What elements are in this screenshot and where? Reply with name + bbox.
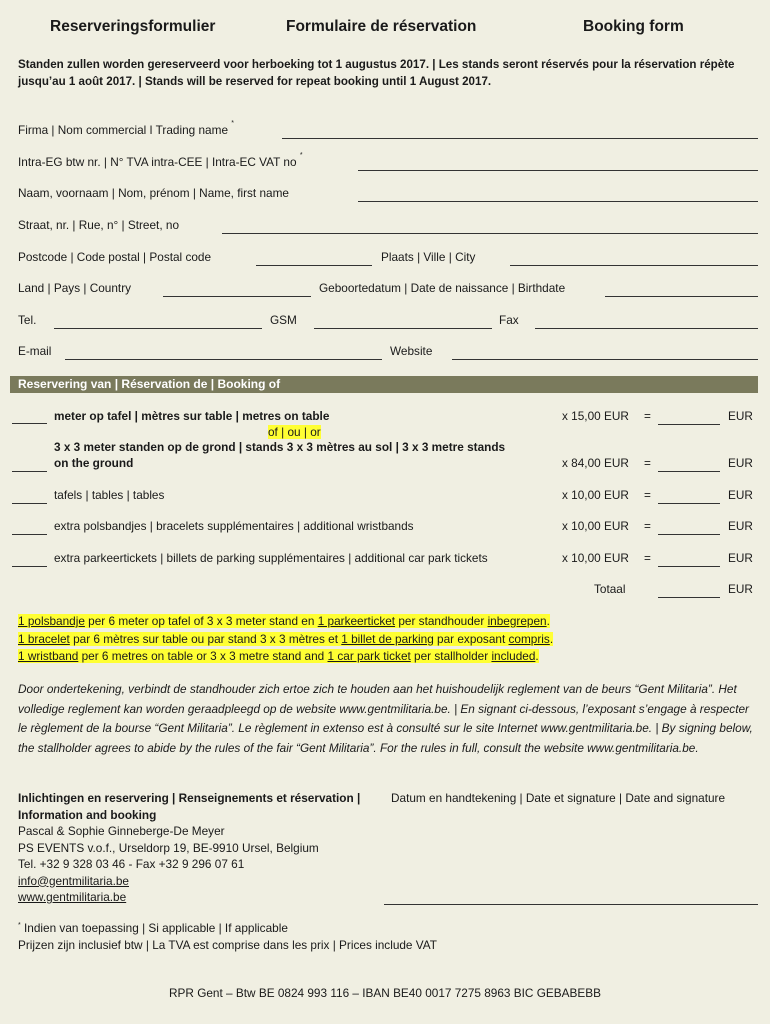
total-label: Totaal bbox=[594, 582, 626, 596]
gsm-label: GSM bbox=[270, 313, 297, 327]
currency-label: EUR bbox=[728, 582, 753, 596]
tel-label: Tel. bbox=[18, 313, 37, 327]
contact-title: Inlichtingen en reservering | Renseignements et réservation | Information and booking bbox=[18, 791, 361, 822]
email-field[interactable] bbox=[65, 359, 382, 360]
item-price: x 10,00 EUR bbox=[562, 488, 629, 502]
contact-address: PS EVENTS v.o.f., Urseldorp 19, BE-9910 Ursel, Belgium bbox=[18, 840, 319, 855]
name-label: Naam, voornaam | Nom, prénom | Name, first name bbox=[18, 186, 289, 200]
city-label: Plaats | Ville | City bbox=[381, 250, 476, 264]
contact-names: Pascal & Sophie Ginneberge-De Meyer bbox=[18, 824, 225, 838]
currency-label: EUR bbox=[728, 519, 753, 533]
street-field[interactable] bbox=[222, 233, 758, 234]
contact-block bbox=[18, 790, 383, 906]
equals-sign: = bbox=[644, 519, 651, 533]
intro-text: Standen zullen worden gereserveerd voor herboeking tot 1 augustus 2017. | Les stands seront réservés pour la réservation répète jusqu’au 1 août 2017. | Stands will be reserved for repeat booking until 1 August 2017. bbox=[18, 58, 735, 88]
asterisk-mark: * bbox=[231, 120, 235, 127]
item-label: extra parkeertickets | billets de parking supplémentaires | additional car park tickets bbox=[54, 551, 488, 565]
name-field[interactable] bbox=[358, 201, 758, 202]
note-french: 1 bracelet par 6 mètres sur table ou par stand 3 x 3 mètres et 1 billet de parking par exposant compris. bbox=[18, 631, 554, 646]
signature-field[interactable] bbox=[384, 904, 758, 905]
footnote-vat: Prijzen zijn inclusief btw | La TVA est comprise dans les prix | Prices include VAT bbox=[18, 938, 437, 952]
birthdate-label: Geboortedatum | Date de naissance | Birthdate bbox=[319, 281, 566, 295]
item-label: tafels | tables | tables bbox=[54, 488, 165, 502]
contact-phone: Tel. +32 9 328 03 46 - Fax +32 9 296 07 61 bbox=[18, 857, 245, 871]
vat-field[interactable] bbox=[358, 170, 758, 171]
asterisk-mark: * bbox=[18, 922, 21, 929]
item-price: x 10,00 EUR bbox=[562, 519, 629, 533]
item-price: x 10,00 EUR bbox=[562, 551, 629, 565]
amount-field[interactable] bbox=[658, 424, 720, 425]
fax-label: Fax bbox=[499, 313, 519, 327]
inclusion-notes bbox=[18, 613, 758, 666]
item-label: extra polsbandjes | bracelets supplémentaires | additional wristbands bbox=[54, 519, 414, 533]
birthdate-field[interactable] bbox=[605, 296, 758, 297]
footnotes bbox=[18, 920, 437, 954]
contact-email-link[interactable]: info@gentmilitaria.be bbox=[18, 873, 129, 888]
total-field[interactable] bbox=[658, 597, 720, 598]
header-french: Formulaire de réservation bbox=[286, 18, 477, 35]
quantity-field[interactable] bbox=[12, 566, 47, 567]
equals-sign: = bbox=[644, 488, 651, 502]
quantity-field[interactable] bbox=[12, 423, 47, 424]
item-label: 3 x 3 meter standen op de grond | stands 3 x 3 mètres au sol | 3 x 3 metre stands bbox=[54, 440, 506, 454]
item-price: x 15,00 EUR bbox=[562, 409, 629, 423]
equals-sign: = bbox=[644, 456, 651, 470]
header-dutch: Reserveringsformulier bbox=[50, 18, 216, 35]
amount-field[interactable] bbox=[658, 503, 720, 504]
amount-field[interactable] bbox=[658, 566, 720, 567]
street-label: Straat, nr. | Rue, n° | Street, no bbox=[18, 218, 180, 232]
amount-field[interactable] bbox=[658, 534, 720, 535]
tel-field[interactable] bbox=[54, 328, 262, 329]
email-label: E-mail bbox=[18, 344, 52, 358]
country-field[interactable] bbox=[163, 296, 311, 297]
rules-text: Door ondertekening, verbindt de standhouder zich ertoe zich te houden aan het huishoudelijk reglement van de beurs “Gent Militaria”. Het volledige reglement kan worden geraadpleegd op de website www.gentmilitaria.be. | En signant ci-dessous, l’exposant s’engage à respecter le règlement de la bourse “Gent Militaria”. Le règlement in extenso est à consulté sur le site Internet www.gentmilitaria.be. | By signing below, the stallholder agrees to abide by the rules of the fair “Gent Militaria”. For the rules in full, consult the website www.gentmilitaria.be. bbox=[18, 682, 753, 755]
item-label: meter op tafel | mètres sur table | metres on table bbox=[54, 409, 330, 423]
postcode-label: Postcode | Code postal | Postal code bbox=[18, 250, 212, 264]
currency-label: EUR bbox=[728, 551, 753, 565]
currency-label: EUR bbox=[728, 488, 753, 502]
equals-sign: = bbox=[644, 551, 651, 565]
booking-section-header: Reservering van | Réservation de | Booking of bbox=[10, 376, 758, 393]
company-registration-footer: RPR Gent – Btw BE 0824 993 116 – IBAN BE40 0017 7275 8963 BIC GEBABEBB bbox=[169, 986, 601, 1000]
gsm-field[interactable] bbox=[314, 328, 492, 329]
equals-sign: = bbox=[644, 409, 651, 423]
postcode-field[interactable] bbox=[256, 265, 372, 266]
note-dutch: 1 polsbandje per 6 meter op tafel of 3 x 3 meter stand en 1 parkeerticket per standhouder inbegrepen. bbox=[18, 614, 550, 628]
item-label-continued: on the ground bbox=[54, 456, 134, 470]
company-label: Firma | Nom commercial ǀ Trading name * bbox=[18, 120, 235, 137]
city-field[interactable] bbox=[510, 265, 758, 266]
item-price: x 84,00 EUR bbox=[562, 456, 629, 470]
asterisk-mark: * bbox=[299, 152, 303, 159]
website-label: Website bbox=[390, 344, 433, 358]
vat-label: Intra-EG btw nr. | N° TVA intra-CEE | Intra-EC VAT no * bbox=[18, 152, 303, 169]
website-field[interactable] bbox=[452, 359, 758, 360]
footnote-applicable: * Indien van toepassing | Si applicable | If applicable bbox=[18, 921, 288, 935]
currency-label: EUR bbox=[728, 409, 753, 423]
quantity-field[interactable] bbox=[12, 534, 47, 535]
fax-field[interactable] bbox=[535, 328, 758, 329]
country-label: Land | Pays | Country bbox=[18, 281, 132, 295]
currency-label: EUR bbox=[728, 456, 753, 470]
note-english: 1 wristband per 6 metres on table or 3 x 3 metre stand and 1 car park ticket per stallholder included. bbox=[18, 649, 539, 663]
company-field[interactable] bbox=[282, 138, 758, 139]
quantity-field[interactable] bbox=[12, 503, 47, 504]
or-separator: of | ou | or bbox=[268, 425, 321, 439]
quantity-field[interactable] bbox=[12, 471, 47, 472]
signature-label: Datum en handtekening | Date et signature | Date and signature bbox=[391, 791, 726, 805]
header-english: Booking form bbox=[583, 18, 684, 35]
amount-field[interactable] bbox=[658, 471, 720, 472]
contact-website-link[interactable]: www.gentmilitaria.be bbox=[18, 890, 127, 904]
